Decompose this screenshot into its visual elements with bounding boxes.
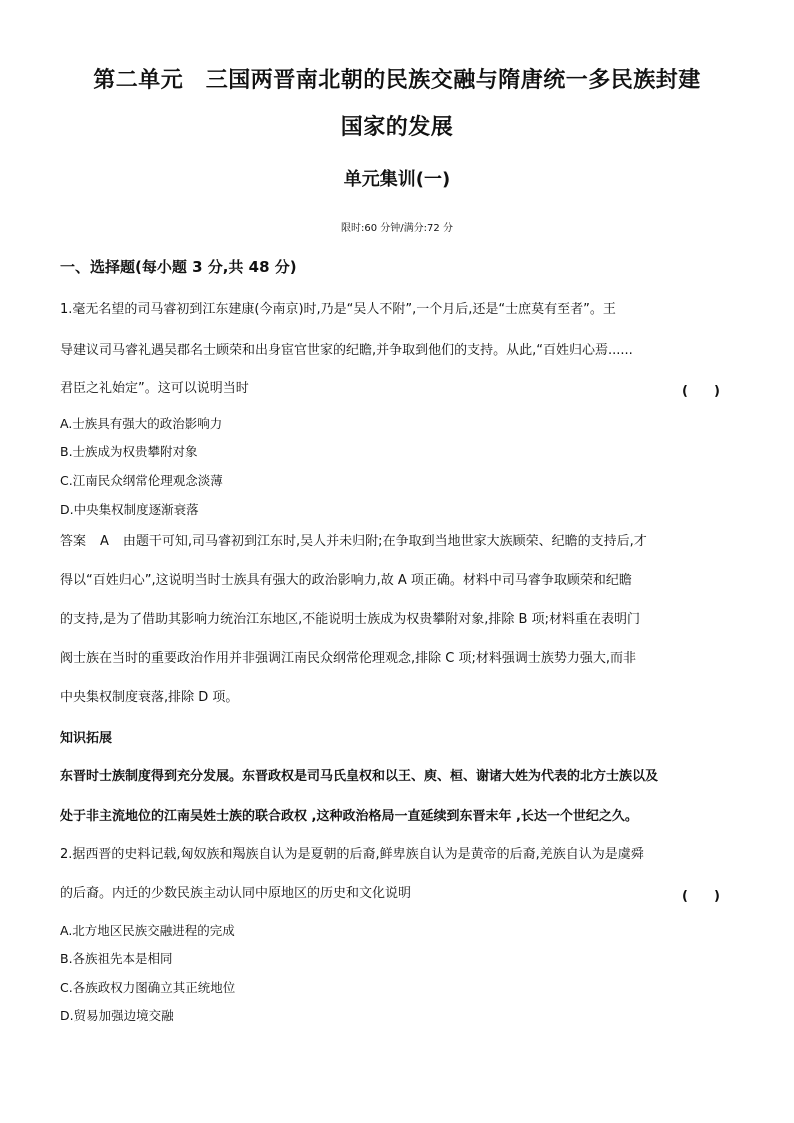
q1-option-c: C.江南民众纲常伦理观念淡薄 <box>60 473 223 488</box>
q1-explanation-line: 中央集权制度衰落,排除 D 项。 <box>60 690 239 705</box>
answer-letter: A <box>100 534 109 549</box>
time-score-limit: 限时:60 分钟/满分:72 分 <box>341 223 453 234</box>
knowledge-extension-line: 东晋时士族制度得到充分发展。东晋政权是司马氏皇权和以王、庾、桓、谢诸大姓为代表的北方士族以及 <box>60 769 659 784</box>
q1-stem-line: 1.毫无名望的司马睿初到江东建康(今南京)时,乃是“吴人不附”,一个月后,还是“士庶莫有至者”。王 <box>60 302 616 317</box>
q2-stem-line: 的后裔。内迁的少数民族主动认同中原地区的历史和文化说明 <box>60 886 412 901</box>
exam-subtitle: 单元集训(一) <box>343 169 451 190</box>
q1-answer-line <box>60 533 734 551</box>
q1-option-b: B.士族成为权贵攀附对象 <box>60 444 198 459</box>
q1-stem-line: 导建议司马睿礼遇吴郡名士顾荣和出身宦官世家的纪瞻,并争取到他们的支持。从此,“百姓归心焉...... <box>60 343 633 358</box>
q1-option-a: A.士族具有强大的政治影响力 <box>60 416 223 431</box>
q2-option-b: B.各族祖先本是相同 <box>60 951 173 966</box>
section-heading-choice: 一、选择题(每小题 3 分,共 48 分) <box>60 258 297 276</box>
knowledge-extension-line: 处于非主流地位的江南吴姓士族的联合政权 ,这种政治格局一直延续到东晋末年 ,长达一个世纪之久。 <box>60 809 638 824</box>
q1-answer-paren: ( ) <box>682 384 720 399</box>
answer-label: 答案 <box>60 534 87 549</box>
q2-option-a: A.北方地区民族交融进程的完成 <box>60 923 235 938</box>
explanation-text: 由题干可知,司马睿初到江东时,吴人并未归附;在争取到当地世家大族顾荣、纪瞻的支持后,才 <box>122 534 647 549</box>
unit-title-line-1: 第二单元 三国两晋南北朝的民族交融与隋唐统一多民族封建 <box>93 68 701 93</box>
q2-option-c: C.各族政权力图确立其正统地位 <box>60 980 236 995</box>
q1-explanation-line: 阀士族在当时的重要政治作用并非强调江南民众纲常伦理观念,排除 C 项;材料强调士族势力强大,而非 <box>60 651 636 666</box>
q2-option-d: D.贸易加强边境交融 <box>60 1008 174 1023</box>
knowledge-extension-title: 知识拓展 <box>60 731 113 746</box>
q1-stem-line: 君臣之礼始定”。这可以说明当时 <box>60 381 249 396</box>
q2-stem-line: 2.据西晋的史料记载,匈奴族和羯族自认为是夏朝的后裔,鲜卑族自认为是黄帝的后裔,羌族自认为是虞舜 <box>60 847 644 862</box>
q2-answer-paren: ( ) <box>682 889 720 904</box>
q1-explanation-line: 得以“百姓归心”,这说明当时士族具有强大的政治影响力,故 A 项正确。材料中司马睿争取顾荣和纪瞻 <box>60 573 632 588</box>
unit-title-line-2: 国家的发展 <box>340 115 454 140</box>
q1-explanation-line: 的支持,是为了借助其影响力统治江东地区,不能说明士族成为权贵攀附对象,排除 B 项;材料重在表明门 <box>60 612 640 627</box>
q1-option-d: D.中央集权制度逐渐衰落 <box>60 502 199 517</box>
